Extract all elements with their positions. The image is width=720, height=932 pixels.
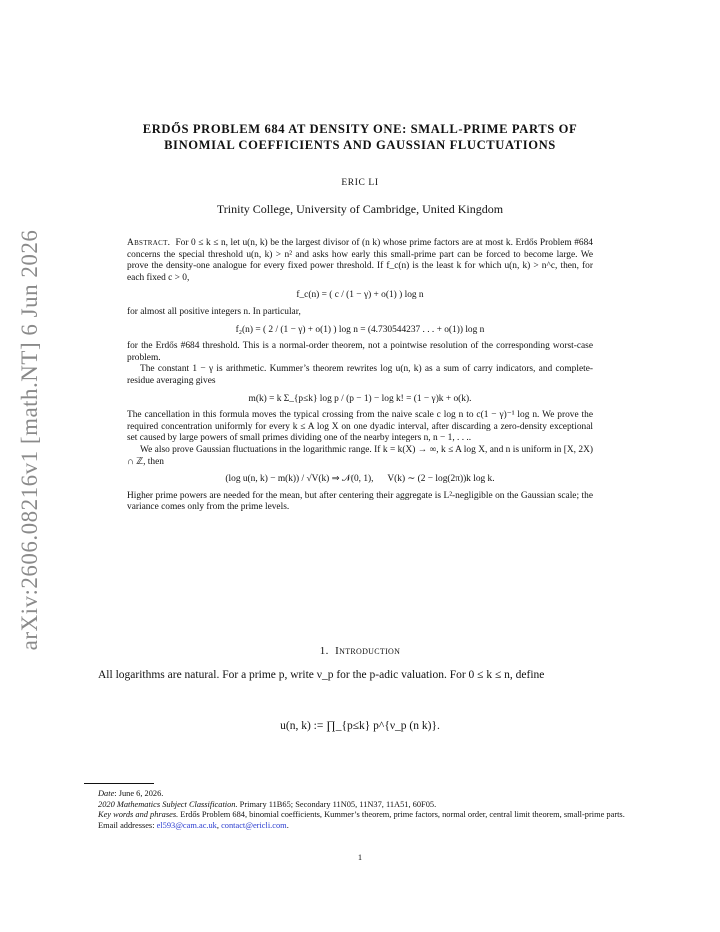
introduction-text: All logarithms are natural. For a prime p, write ν_p for the p-adic valuation. For 0 ≤ k ≤ n, define: [98, 669, 545, 681]
abstract-heading: Abstract.: [127, 238, 171, 248]
email-link-1[interactable]: el593@cam.ac.uk: [156, 820, 217, 830]
equation-fc: f_c(n) = ( c / (1 − γ) + o(1) ) log n: [296, 290, 424, 301]
abstract-paragraph-7: Higher prime powers are needed for the mean, but after centering their aggregate is L²-negligible on the Gaussian scale; the variance comes only from the prime levels.: [127, 490, 593, 513]
keywords-label: Key words and phrases.: [98, 810, 179, 820]
abstract: [127, 238, 593, 514]
abstract-paragraph-3: for the Erdős #684 threshold. This is a normal-order theorem, not a pointwise resolution of the corresponding worst-case problem.: [127, 341, 593, 363]
date-label: Date: [98, 789, 115, 798]
paper-title: [100, 121, 620, 153]
title-line-2: BINOMIAL COEFFICIENTS AND GAUSSIAN FLUCTUATIONS: [164, 138, 556, 152]
abstract-paragraph-2: for almost all positive integers n. In particular,: [127, 306, 301, 317]
footnote-email: Email addresses: el593@cam.ac.uk, contact@ericli.com.: [98, 820, 289, 830]
equation-f2: f₂(n) = ( 2 / (1 − γ) + o(1) ) log n = (4.730544237 . . . + o(1)) log n: [235, 324, 485, 335]
abstract-paragraph-6: We also prove Gaussian fluctuations in the logarithmic range. If k = k(X) → ∞, k ≤ A log X, and n is uniform in [X, 2X) ∩ ℤ, then: [127, 444, 593, 467]
title-line-1: ERDŐS PROBLEM 684 AT DENSITY ONE: SMALL-PRIME PARTS OF: [142, 122, 578, 136]
section-number: 1.: [319, 645, 329, 657]
abstract-paragraph-1: [127, 238, 593, 284]
section-title: Introduction: [335, 645, 401, 657]
footnote-msc: [84, 800, 636, 811]
abstract-paragraph-5: The cancellation in this formula moves the typical crossing from the naive scale c log n to c(1 − γ)⁻¹ log n. We prove the required concentration uniformly for every k ≤ A log X on one dyadic interval, after discarding a zero-density exceptional set caused by large powers of small primes dividing one of the nearby integers n, n − 1, . . ..: [127, 410, 593, 444]
arxiv-stamp: [10, 220, 50, 660]
arxiv-identifier: arXiv:2606.08216v1 [math.NT] 6 Jun 2026: [17, 229, 42, 651]
equation-mk: m(k) = k Σ_{p≤k} log p / (p − 1) − log k! = (1 − γ)k + o(k).: [248, 393, 472, 404]
page-number: 1: [357, 852, 363, 862]
equation-unk-definition: u(n, k) := ∏_{p≤k} p^{ν_p (n k)}.: [280, 720, 440, 732]
equation-clt-left: (log u(n, k) − m(k)) / √V(k) ⇒ 𝒩(0, 1),: [225, 474, 374, 485]
footnote-rule: [84, 783, 154, 784]
author-affiliation: Trinity College, University of Cambridge, United Kingdom: [216, 202, 504, 216]
email-label: Email addresses:: [98, 820, 155, 830]
footnotes: [84, 789, 636, 831]
date-value: June 6, 2026.: [118, 789, 164, 798]
email-link-2[interactable]: contact@ericli.com: [221, 820, 287, 830]
equation-clt-right: V(k) ∼ (2 − log(2π))k log k.: [387, 474, 495, 485]
msc-value: Primary 11B65; Secondary 11N05, 11N37, 11A51, 60F05.: [239, 799, 437, 809]
equation-clt: [127, 474, 593, 486]
keywords-value: Erdős Problem 684, binomial coefficients, Kummer’s theorem, prime factors, normal order, central limit theorem, small-prime parts.: [180, 810, 625, 820]
author-name: ERIC LI: [341, 178, 379, 188]
abstract-text-1: For 0 ≤ k ≤ n, let u(n, k) be the largest divisor of (n k) whose prime factors are at most k. Erdős Problem #684 concerns the special threshold u(n, k) > n² and asks how early this small-prime part can be forced to become large. We prove the density-one analogue for every fixed power threshold. If f_c(n) is the least k for which u(n, k) > n^c, then, for each fixed c > 0,: [127, 238, 593, 283]
footnote-keywords: [84, 810, 636, 821]
abstract-paragraph-4: The constant 1 − γ is arithmetic. Kummer’s theorem rewrites log u(n, k) as a sum of carry indicators, and complete-residue averaging gives: [127, 364, 593, 386]
section-heading: [0, 645, 720, 657]
footnote-date: Date: June 6, 2026.: [98, 789, 164, 798]
msc-label: 2020 Mathematics Subject Classification.: [98, 799, 238, 809]
